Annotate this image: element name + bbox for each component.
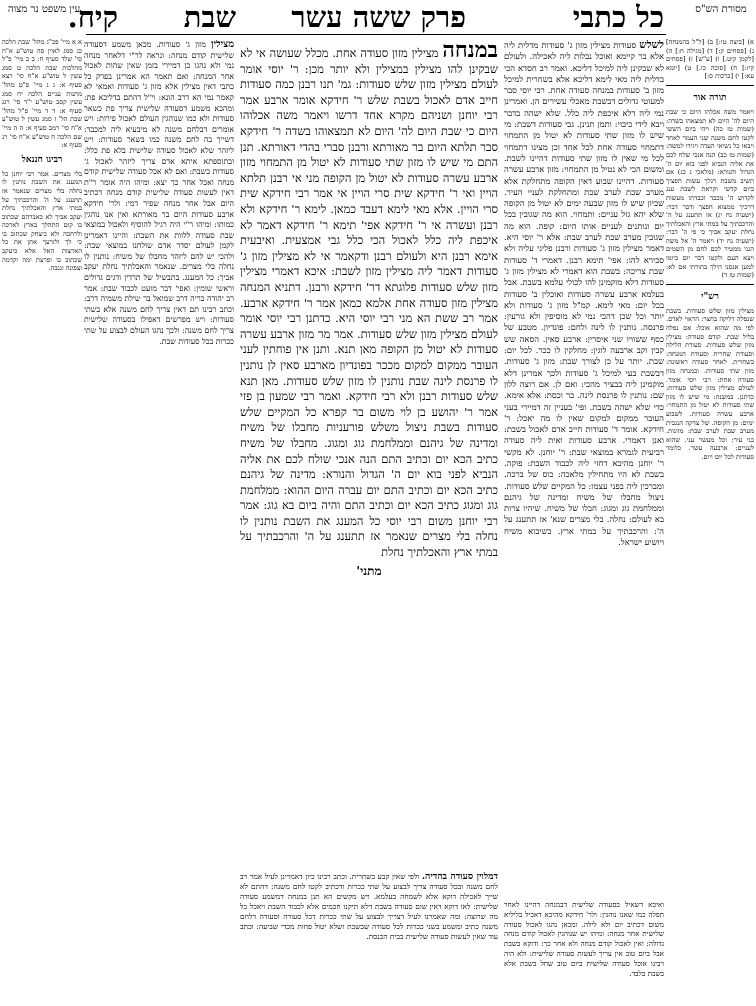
tosafot-text: מזון ג' סעודות. מכאן משמע דסעודה שלישית קודם מנחה: ונראה לר"י דלאחר מנחה נמי ולא נהגו כן דמיירי בזמן שאין שהות לאכול אחר המנחה: ואם תאמר הא אמרינן בפרק כל כתבי דאין מצילין אלא מזון ג' סעודות ואמאי לא קאמר נמי הא דרב הונא: וי"ל דהתם בדליכא פת: ומהכא משמע דסעודה שלישית צריך פת כשאר סעודות ולא כמו שנוהגין העולם לאכול פירות: ויש אומרים דבלחם משנה לא מיבעיא ליה למכבד: דשייך בה לחם משנה כמו בשאר סעודות: ויש ליזהר שלא לאכול סעודה שלישית בלא פת כלל: ובתוספתא איתא אדם צריך ליזהר לאכול ג' סעודות בשבת: ואם לא אכל סעודה שלישית קודם מנחה ואכל אחר כך יצא: ומיהו היה אומר ר"ת דאין לעשות סעודה שלישית קודם מנחה דכתיב היום אבל אחר מנחה שפיר דמי: ולר' חידקא ארבע סעודות היום בר מאורתא ואין אנו נוהגין כמותו: ומיהו ר"י היה רגיל להוסיף ולאכול במוצאי שבת סעודה ללוות את השבת: והיינו דאמרינן לקמן לעולם יסדר אדם שולחנו במוצאי שבת: ולהכי יש להם ליזהר מחבלו של משיח: נותנין לו נחלה בלי מצרים. שנאמר והאכלתיך נחלת יעקב אביך: כל המענג. בתבשיל של תרדין ודגים גדולים וראשי שומין: ואפי' דבר מועט לכבוד שבת: אמר רב יהודה בריה דרב שמואל בר שילת משמיה דרב: וכתב רבינו תם דאין צריך לחם משנה אלא בשתי סעודות: ויש מפרשים דאפילו בסעודה שלישית צריך לחם משנה: ולכך נהגו העולם לבצוע על שתי ככרות בכל סעודות שבת. [84, 40, 234, 346]
rashi-text: סעודות מצילין מזון ג' סעודות מדלית ליה אלא בר קיימא ואוכל נבלות ליה לאכילה. ולעולם לא שבקינן ליה למיכל דליכא. ואמר רב חסדא הכי בדלית ליה מאי לימא דליכא אלא בשחרית למיכל מזון ב' סעודות במנחה סעודה אחת. רבי יוסי סבר למעוטי גדולים דבשבת מאכלי עשירים הן. ואמרינן נמי ליה דלא איכפת ליה כלל. שלא ישהה בדבר ויבא לידי כיבוי: ותמן תנינן. גבי סעודות דשבת: מי שיש לו מזון שתי סעודות לא יטול מן התמחוי דתמחוי סעודה אחת לכל אחד וכן מצינו דתמחוי לכל מי שאין לו מזון שתי סעודות דהיינו לשבת. ומשום הכי לא נטיל מן התמחוי: מזון ארבע עשרה סעודות. דהיינו שבוע דאין הקופה מתחלקת אלא מערב שבת לערב שבת ומתחלקת לעניי העיר. שכיון שיש לו מזון שבעה ימים לא יטול מן הקופה שלא יהא גזל עניים: ותמחוי. הוא מה שגובין בכל יום ונותנים לעניים אותו היום: קופה. הוא מה שגובין מערב שבת לערב שבת: אלא ר' יוסי היא. דאמר מצילין מזון ג' סעודות ורבנן פליגי עליה ולא סבירא להו: אפי' תימא רבנן. דאמרי ד' סעודות שבת צריכה: בשבת הוא דאמרי לא מצילין מזון ג' סעודות דלא מוקמינן להו לכולי עלמא בשבת. אבל בעלמא ארבע עשרה סעודות ואוכלין ב' סעודות בכל יום: מאי לימא. קמ"ל מזון ג' סעודות ולא יותר וכל שכן דהכי נמי לא מוסיפין ולא גורעין: פרנסה. נותנין לו לינה ולחם: פונדיון. מטבע של כסף ששוויו שני איסרין: ארבע סאין. הסאה שש קבין וקב ארבעה לוגין: מחלקין לו ככר. לכל יום: שבת. יותר על כן לצורך שבת: מזון ג' סעודות. דבשבת בעי למיכל ג' סעודות ולכך אמרינן דלא מוקמינן ליה בבציר מהכי: ואם לן. אם רוצה ללון שם: נותנין לו פרנסת לינה. כר וכסת: אלא אימא. כדי שלא ישהה בשבת. ופי' בעניין זה דמיירי בעני העובר ממקום למקום שאין לו מה יאכל: ר' חידקא. אומר ד' סעודות חייב אדם לאכול בשבת: ואנן דאמרי. ארבע סעודות ואית ליה סעודה רביעית לגמרא במוצאי שבת: ר' יוחנן. לא מקשי ר' יוחנן מהיכא דחזי ליה לכבוד השבת: פוקה. בשבת לא היו מתחילין מלאכה: כוס של ברכה. ומברכין ליה בפני עצמו: כל המקיים שלש סעודות. ניצול מחבלו של משיח ומדינה של גיהנם וממלחמת גוג ומגוג: חבלו של משיח. שיהיו צרות בא לעולם: נחלה. בלי מצרים שנא' אז תתענג על ה': והרכבתיך על במתי ארץ. כשיבוא משיח ויושיע ישראל. [504, 40, 664, 548]
bottom-center-text: ולפי שאין קבע בשחרית. וכתב רבינו כיון דאמרינן לעיל אמר רב לחם משנה ובכל סעודה צריך לבצוע על שתי ככרות ודכתיב לקטו לחם משנה: דהתם לא שייך לאכילה דוקא אלא לשמחה בעלמא. ויש מקשים הא תנן במנחה דמשמע סעודה שלישית: לאו דוקא דאין שום סעודה בשבת דלא תיקנו חכמים אלא לכבוד השבת ויאכל כל מה שרוצה: ומה שאמרנו לעיל דצריך לבצוע על שתי ככרות דכל סעודה וסעודה דלחם משנה כתיב ומשמע בשני ככרות לכל סעודה שבשבת ושלא יטול פחות מכדי שביעה: וכתב עוד שאין לעשות סעודה שלישית בבית הכנסת. [240, 872, 498, 941]
rabbeinu-chananel-title: רבינו חננאל [21, 154, 63, 165]
bottom-right-commentary [504, 900, 664, 1004]
header-perek: פרק ששה עשר [291, 0, 466, 34]
header-masechet: שבת [183, 0, 236, 34]
rashi-margin-title: רש"י [701, 291, 719, 302]
header-chapter-book: כל כתבי [572, 0, 664, 34]
bottom-right-text: ואיכא דשאיל בסעודה שלישית דבמנחה דהיינו לאחר תפלה כמו שאנו נוהגין: ולר' חידקא מהיכא דאכיל בליליא משום דכתיב יום ולא לילה. ומכאן נהגו לאכול סעודה שלישית אחר מנחה: ומיהו יש שנוהגין לאכול קודם מנחה גדולה: ואין לאכול קודם מנחה ולא אחר כך: ודוקא בשבת אבל ביום טוב אין צריך לעשות סעודה שלישית: ולא היה רבינו אוכל סעודה שלישית ביום טוב שחל בשבת אלא בשבת בלבד. [504, 900, 664, 978]
margin-divider [666, 284, 754, 285]
rabbeinu-chananel-text: בלי מצרים. אמר רבי יוחנן כל המענג את השבת נותנין לו נחלה בלי מצרים שנאמר אז תתענג על ה' והרכבתיך על במתי ארץ והאכלתיך נחלת יעקב אביך לא כאברהם שכתוב בו קום התהלך בארץ לארכה ולרחבה ולא כיצחק שכתוב בו כי לך ולזרעך אתן את כל הארצות האל אלא כיעקב שכתוב בו ופרצת ימה וקדמה וצפונה ונגבה. [2, 169, 82, 273]
ein-mishpat-label: עין משפט נר מצוה [7, 4, 81, 15]
bottom-center-head: דמלוין סעודה בהדיה. [421, 872, 498, 882]
bottom-center-commentary [240, 872, 498, 1004]
rashi-margin-text: מצילין מזון שלש סעודות. בשבת שנפלה דליקה בחצר: הראוי לאדם. לפי מה שהוא אוכל: אם נפלה בליל שבת. קודם סעודה: מצילין מזון שלש סעודות. סעודת הלילה וסעודת שחרית וסעודת המנחה: בשחרית. לאחר סעודה ראשונה: מזון שתי סעודות. ובמנחה מזון סעודה אחת: רבי יוסי אומר. לעולם מצילין מזון שלש סעודות: כדתנן. במשנה: מי שיש לו מזון שתי סעודות לא יטול מן התמחוי: ארבע עשרה סעודות. לשבוע ימים: מן הקופה. של צדקה הנגבית מערב שבת לערב שבת: מזונות. בני עיר: וכל מעשר עני. שהוא לעניים: ארבעה עשר. כלומר סעודות לכל יום ויום. [666, 306, 754, 461]
ein-mishpat-text: א א מיי' פכ"ג מהל' שבת הלכה כג סמג לאוין סה טוש"ע א"ח סי' שלד סעיף ח: ב ב מיי' פ"ל מהלכות שבת הלכה ט סמג עשין ל טוש"ע א"ח סי' רצא סעיף א: ג ג מיי' פ"ט מהל' מתנות עניים הלכה יח סמג עשין קסב טוש"ע י"ד סי' רנג סעיף א: ד ד מיי' פ"ל מהל' שבת הל' ז סמג עשין ל טוש"ע א"ח סי' רמב סעיף א: ה ה מיי' שם הלכה ח טוש"ע א"ח סי' רנ סעיף א: [2, 38, 82, 150]
torah-or-text: ויאמר משה אכלהו היום כי שבת היום לה' היום לא תמצאהו בשדה: (שמות טז כה) ויהי ביום הששי לקטו לחם משנה שני העמר לאחד ויבאו כל נשיאי העדה ויגידו למשה: (שמות טז כב) הנה אנכי שלח לכם את אליה הנביא לפני בוא יום ה' הגדול והנורא: (מלאכי ג כג) אם תשיב משבת רגלך עשות חפציך ביום קדשי וקראת לשבת ענג לקדוש ה' מכבד וכבדתו מעשות דרכיך ממצוא חפצך ודבר דבר: (ישעיה נח יג) אז תתענג על ה' והרכבתיך על במתי ארץ והאכלתיך נחלת יעקב אביך כי פי ה' דבר: (ישעיה נח יד) ויאמר ה' אל משה הנני ממטיר לכם לחם מן השמים ויצא העם ולקטו דבר יום ביומו למען אנסנו הילך בתורתי אם לא: (שמות טז ד) [666, 107, 754, 280]
page-header [0, 0, 756, 36]
rashi-column [504, 40, 664, 898]
margin-left [2, 38, 82, 398]
margin-divider [666, 85, 754, 86]
rashi-lead-word: לשלש [639, 40, 664, 51]
tosafot-column [84, 40, 234, 898]
gemara-text: מצילין מזון סעודה אחת. מכלל שעושה אי לא שבקינן להו מצילין במצילין ולא יותר מכן: ר' יוסי אומר לעולם מצילין מזון שלש סעודות: גמ' תנו רבנן כמה סעודות חייב אדם לאכול בשבת שלש ר' חידקא אומר ארבע אמר רבי יוחנן ושניהם מקרא אחד דרשו ויאמר משה אכלוהו היום כי שבת היום לה' היום לא תמצאוהו בשדה ר' חידקא סבר תלתא היום בר מאורתא ורבנן סברי בהדי דאורתא. תנן התם מי שיש לו מזון שתי סעודות לא יטול מן התמחוי מזון ארבע עשרה סעודות לא יטול מן הקופה מני אי רבנן תלתא הויין ואי ר' חידקא שית סרי הויין אי אמר רבי חידקא שית סרי הויין. אלא מאי לימא דעבד כמאן. לימא ר' חידקא ולא רבנן ועשרה אי ר' חידקא אפי' תימא ר' חידקא דאמר לא איכפת ליה כלל לאכול הכי כלל גבי אמצעית. ואיבעית אימא רבנן היא ולעולם רבנן ודקאמר אי לא מצילין מזון ג' סעודות דאמר ליה מצילין מזון לשבת: איכא דאמרי מצילין מזון שלש סעודות פלוגתא דר' חידקא ורבנן. דתניא המנחה מצילין מזון סעודה אחת אלמא כמאן אמר ר' חידקא ארבע. אמר רב ששת הא מני רבי יוסי היא. כדתנן רבי יוסי אומר לעולם מצילין מזון שלש סעודות. אמר מר מזון ארבע עשרה סעודות לא יטול מן הקופה מאן תנא. ותנן אין פוחתין לעני העובר ממקום למקום מככר בפונדיון מארבע סאין לן נותנין לו פרנסת לינה שבת נותנין לו מזון שלש סעודות. מאן תנא שלש סעודות רבנן ולא רבי חידקא. ואמר רבי שמעון בן פזי אמר ר' יהושע בן לוי משום בר קפרא כל המקיים שלש סעודות בשבת ניצול משלש פורעניות מחבלו של משיח ומדינה של גיהנם וממלחמת גוג ומגוג. מחבלו של משיח כתיב הכא יום וכתיב התם הנה אנכי שולח לכם את אליה הנביא לפני בוא יום ה' הגדול והנורא: מדינה של גיהנם כתיב הכא יום וכתיב התם יום עברה היום ההוא: ממלחמת גוג ומגוג כתיב הכא יום וכתיב התם והיה ביום בא גוג: אמר רבי יוחנן משום רבי יוסי כל המענג את השבת נותנין לו נחלה בלי מצרים שנאמר אז תתענג על ה' והרכבתיך על במתי ארץ והאכלתיך נחלת [240, 46, 498, 560]
masoret-hashas-label: מסורת הש"ס [695, 4, 747, 15]
header-daf: קיח. [67, 0, 118, 34]
gemara-column [240, 40, 498, 870]
masoret-text: א) [ביצה טו:] ב) [ל"ל בהמנחה] ג) [פסחים ק:] ד) [מגילה ח:] ה) [לקמן קיט.] ו) [ע"ש] ז) [פסחים קיז:] ח) [סוכה כז.] ט) [יומא עא:] י) [ברכות ס:] [666, 38, 754, 81]
gemara-lead-word: במנחה [442, 40, 498, 63]
tosafot-lead-word: מצילין [210, 40, 234, 50]
header-divider [86, 34, 666, 35]
torah-or-title: תורה אור [693, 92, 727, 103]
margin-right [666, 38, 754, 638]
gemara-section-head: מתני' [356, 563, 382, 578]
